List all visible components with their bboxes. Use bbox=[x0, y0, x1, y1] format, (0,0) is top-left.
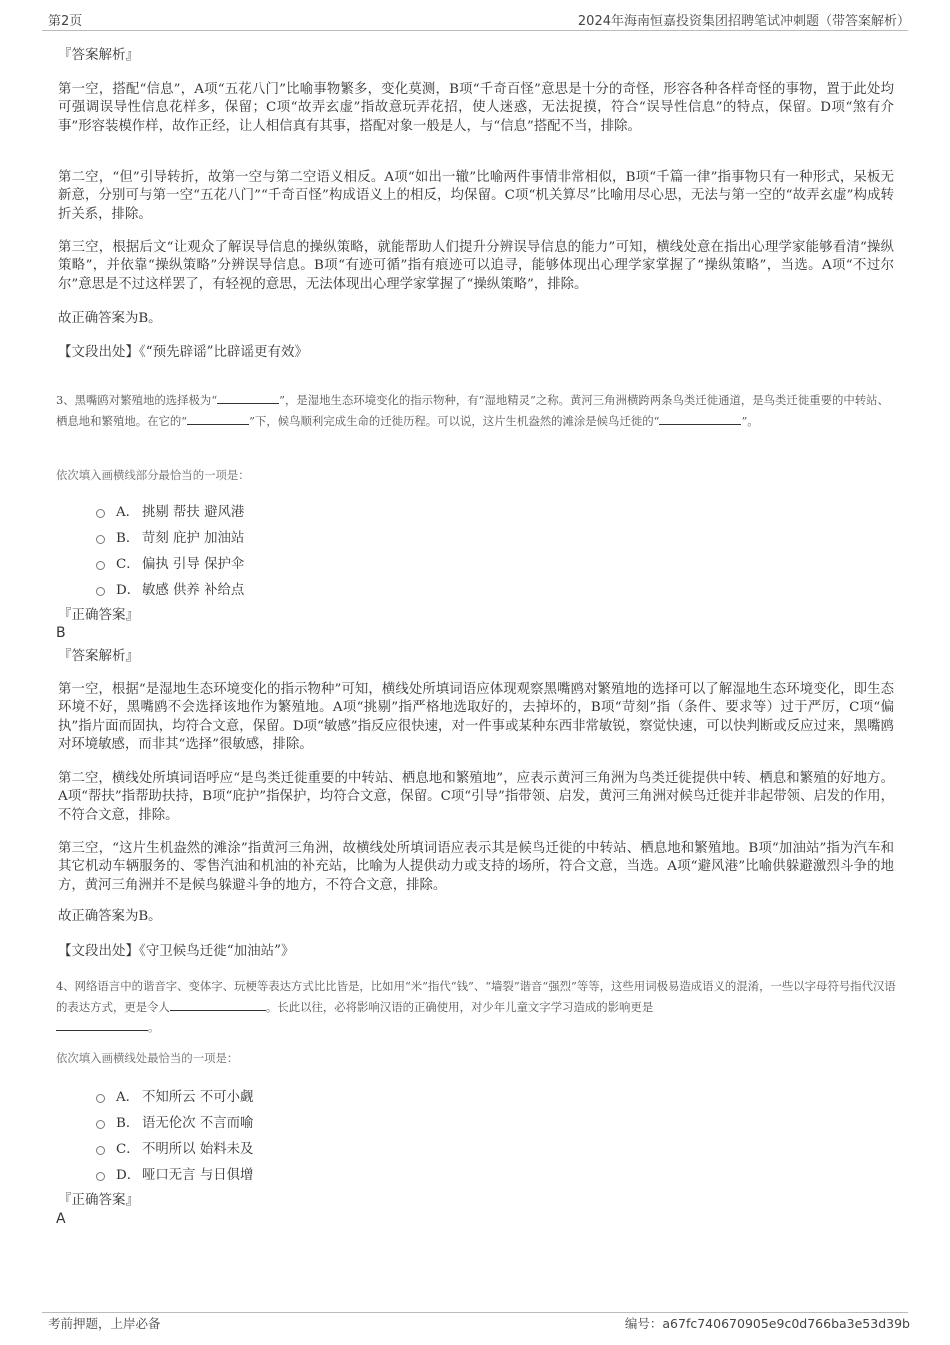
footer-divider bbox=[42, 1312, 908, 1313]
radio-icon[interactable] bbox=[96, 1146, 105, 1155]
analysis-label: 『答案解析』 bbox=[58, 648, 139, 664]
question-3-text: 3、黑嘴鸥对繁殖地的选择极为“ ”，是湿地生态环境变化的指示物种，有“湿地精灵”之称。黄河三角洲横跨两条鸟类迁徙通道，是鸟类迁徙重要的中转站、栖息地和繁殖地。在它的“ ”下，候鸟顺利完成生命的迁徙历程。可以说，这片生机盎然的滩涂是候鸟迁徙的“ ”。 bbox=[56, 393, 889, 428]
analysis-label: 『答案解析』 bbox=[58, 47, 139, 63]
option-b[interactable]: B． 苛刻 庇护 加油站 bbox=[96, 527, 244, 545]
source-citation: 【文段出处】《守卫候鸟迁徙“加油站”》 bbox=[58, 943, 295, 959]
question-4-prompt: 依次填入画横线处最恰当的一项是： bbox=[56, 1051, 239, 1065]
analysis-paragraph-1: 第一空，根据“是湿地生态环境变化的指示物种”可知，横线处所填词语应体现观察黑嘴鸥对繁殖地的选择可以了解湿地生态环境变化，即生态环境不好，黑嘴鸥不会选择该地作为繁殖地。A项“挑剔”指严格地选取好的，去掉坏的，B项“苛刻”指（条件、要求等）过于严厉，C项“偏执”指片面而固执，均符合文意，保留。D项“敏感”指反应很快速，对一件事或某种东西非常敏锐，察觉快速，可以快判断或反应过来，黑嘴鸥对环境敏感，而非其“选择”很敏感，排除。 bbox=[58, 682, 894, 752]
radio-icon[interactable] bbox=[96, 509, 105, 518]
radio-icon[interactable] bbox=[96, 587, 105, 596]
correct-answer: A bbox=[56, 1211, 66, 1227]
answer-conclusion: 故正确答案为B。 bbox=[58, 909, 162, 924]
correct-answer-label: 『正确答案』 bbox=[58, 1192, 139, 1208]
option-a[interactable]: A． 挑剔 帮扶 避风港 bbox=[96, 501, 244, 519]
question-4-text: 4、网络语言中的谐音字、变体字、玩梗等表达方式比比皆是，比如用“米”指代“钱”、“墙裂”谐音“强烈”等等，这些用词极易造成语义的混淆，一些以字母符号指代汉语的表达方式，更是令人 。长此以往，必将影响汉语的正确使用，对少年儿童文字学习造成的影响更是 。 bbox=[56, 979, 896, 1034]
option-a[interactable]: A． 不知所云 不可小觑 bbox=[96, 1086, 253, 1104]
analysis-paragraph-3: 第三空，“这片生机盎然的滩涂”指黄河三角洲，故横线处所填词语应表示其是候鸟迁徙的中转站、栖息地和繁殖地。B项“加油站”指为汽车和其它机动车辆服务的、零售汽油和机油的补充站，比喻为人提供动力或支持的场所，符合文意，当选。A项“避风港”比喻供躲避激烈斗争的地方，黄河三角洲并不是候鸟躲避斗争的地方，不符合文意，排除。 bbox=[58, 841, 894, 893]
correct-answer-label: 『正确答案』 bbox=[58, 607, 139, 623]
option-d[interactable]: D． 哑口无言 与日俱增 bbox=[96, 1164, 253, 1182]
blank-2 bbox=[187, 412, 249, 425]
blank-1 bbox=[217, 391, 279, 404]
question-3-prompt: 依次填入画横线部分最恰当的一项是： bbox=[56, 468, 250, 482]
option-d[interactable]: D． 敏感 供养 补给点 bbox=[96, 579, 244, 597]
analysis-paragraph-2: 第二空，横线处所填词语呼应“是鸟类迁徙重要的中转站、栖息地和繁殖地”，应表示黄河三角洲为鸟类迁徙提供中转、栖息和繁殖的好地方。A项“帮扶”指帮助扶持，B项“庇护”指保护，均符合文意，保留。C项“引导”指带领、启发，黄河三角洲对候鸟迁徙并非起带领、启发的作用，不符合文意，排除。 bbox=[58, 771, 894, 823]
document-id: 编号：a67fc740670905e9c0d766ba3e53d39b bbox=[624, 1316, 910, 1331]
correct-answer: B bbox=[56, 625, 66, 641]
analysis-paragraph-1: 第一空，搭配“信息”，A项“五花八门”比喻事物繁多，变化莫测，B项“千奇百怪”意思是十分的奇怪，形容各种各样奇怪的事物，置于此处均可强调误导性信息花样多，保留；C项“故弄玄虚”指故意玩弄花招，使人迷惑，无法捉摸，符合“误导性信息”的特点，保留。D项“煞有介事”形容装模作样，故作正经，让人相信真有其事，搭配对象一般是人，与“信息”搭配不当，排除。 bbox=[58, 82, 894, 134]
analysis-paragraph-3: 第三空，根据后文“让观众了解误导信息的操纵策略，就能帮助人们提升分辨误导信息的能力”可知，横线处意在指出心理学家能够看清“操纵策略”，并依靠“操纵策略”分辨误导信息。B项“有迹可循”指有痕迹可以追寻，能够体现出心理学家掌握了“操纵策略”，当选。A项“不过尔尔”意思是不过这样罢了，有轻视的意思，无法体现出心理学家掌握了“操纵策略”，排除。 bbox=[58, 240, 894, 292]
radio-icon[interactable] bbox=[96, 1094, 105, 1103]
answer-conclusion: 故正确答案为B。 bbox=[58, 311, 162, 326]
radio-icon[interactable] bbox=[96, 561, 105, 570]
document-title: 2024年海南恒嘉投资集团招聘笔试冲刺题（带答案解析） bbox=[577, 14, 910, 29]
analysis-paragraph-2: 第二空，“但”引导转折，故第一空与第二空语义相反。A项“如出一辙”比喻两件事情非常相似，B项“千篇一律”指事物只有一种形式，呆板无新意，分别可与第一空“五花八门”“千奇百怪”构成语义上的相反，均保留。C项“机关算尽”比喻用尽心思，无法与第一空的“故弄玄虚”构成转折关系，排除。 bbox=[58, 170, 894, 222]
blank-1 bbox=[170, 998, 266, 1011]
header-divider bbox=[42, 30, 908, 31]
radio-icon[interactable] bbox=[96, 1120, 105, 1129]
blank-3 bbox=[659, 412, 741, 425]
option-c[interactable]: C． 偏执 引导 保护伞 bbox=[96, 553, 244, 571]
page-number: 第2页 bbox=[48, 14, 83, 29]
option-b[interactable]: B． 语无伦次 不言而喻 bbox=[96, 1112, 253, 1130]
blank-2 bbox=[56, 1018, 148, 1031]
radio-icon[interactable] bbox=[96, 535, 105, 544]
radio-icon[interactable] bbox=[96, 1172, 105, 1181]
footer-slogan: 考前押题，上岸必备 bbox=[48, 1316, 161, 1331]
option-c[interactable]: C． 不明所以 始料未及 bbox=[96, 1138, 253, 1156]
source-citation: 【文段出处】《“预先辟谣”比辟谣更有效》 bbox=[58, 344, 309, 360]
